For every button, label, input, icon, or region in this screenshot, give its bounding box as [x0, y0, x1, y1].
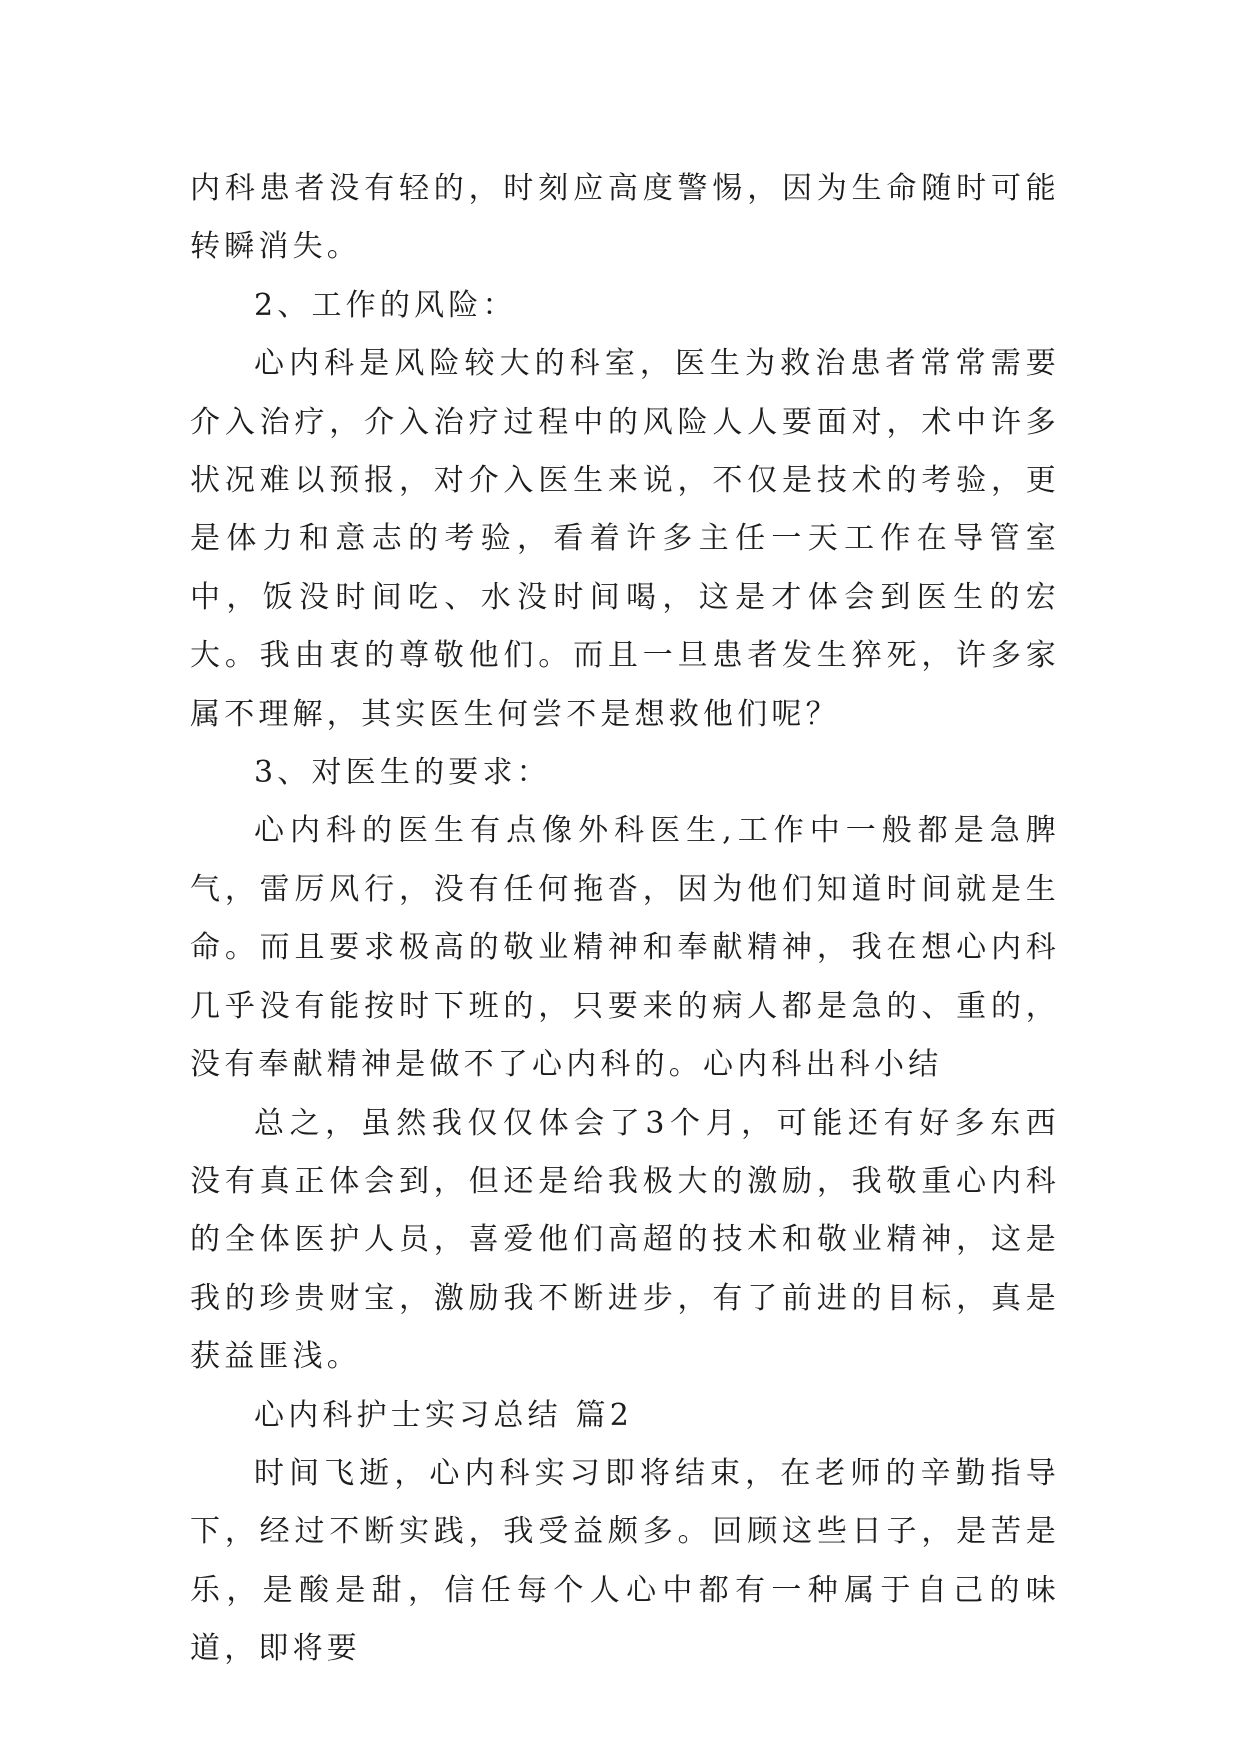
paragraph-work-risk: 心内科是风险较大的科室，医生为救治患者常常需要介入治疗，介入治疗过程中的风险人人要面对，术中许多状况难以预报，对介入医生来说，不仅是技术的考验，更是体力和意志的考验，看着许多主任一天工作在导管室中，饭没时间吃、水没时间喝，这是才体会到医生的宏大。我由衷的尊敬他们。而且一旦患者发生猝死，许多家属不理解，其实医生何尝不是想救他们呢？	[190, 346, 1060, 732]
section-heading-work-risk: 2、工作的风险：	[254, 287, 517, 323]
paragraph-doctor-requirements: 心内科的医生有点像外科医生,工作中一般都是急脾气，雷厉风行，没有任何拖沓，因为他们知道时间就是生命。而且要求极高的敬业精神和奉献精神，我在想心内科几乎没有能按时下班的，只要来的病人都是急的、重的，没有奉献精神是做不了心内科的。心内科出科小结	[190, 813, 1060, 1083]
section-heading-doctor-requirements: 3、对医生的要求：	[254, 755, 551, 791]
section-title-part-2: 心内科护士实习总结 篇2	[254, 1397, 634, 1433]
paragraph-part-2-intro: 时间飞逝，心内科实习即将结束，在老师的辛勤指导下，经过不断实践，我受益颇多。回顾这些日子，是苦是乐，是酸是甜，信任每个人心中都有一种属于自己的味道，即将要	[190, 1455, 1060, 1667]
paragraph-continuation: 内科患者没有轻的，时刻应高度警惕，因为生命随时可能转瞬消失。	[190, 171, 1060, 265]
document-body	[190, 160, 1060, 1679]
paragraph-conclusion: 总之，虽然我仅仅体会了3个月，可能还有好多东西没有真正体会到，但还是给我极大的激励，我敬重心内科的全体医护人员，喜爱他们高超的技术和敬业精神，这是我的珍贵财宝，激励我不断进步，有了前进的目标，真是获益匪浅。	[190, 1105, 1060, 1375]
